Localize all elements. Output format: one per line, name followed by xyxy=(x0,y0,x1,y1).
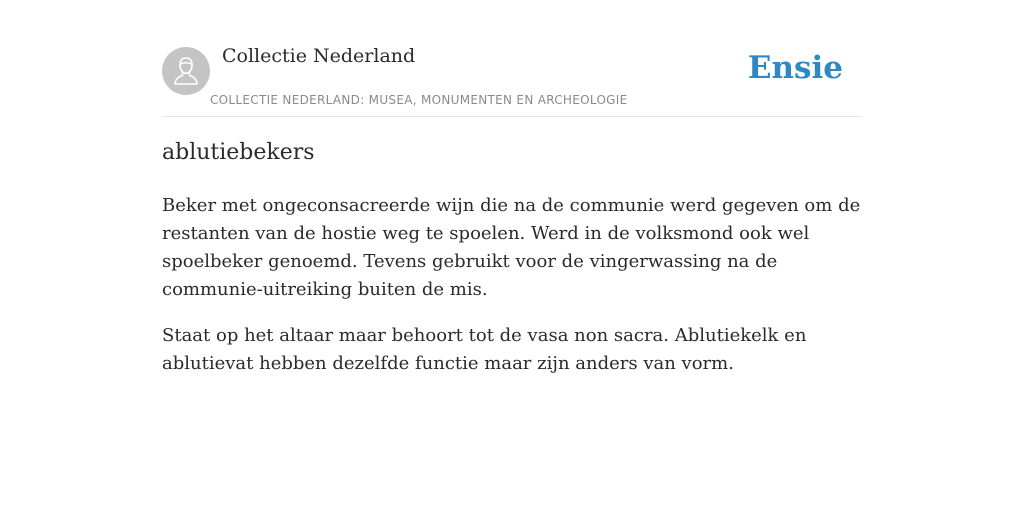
definition-paragraph: Beker met ongeconsacreerde wijn die na de communie werd gegeven om de restanten van de hostie weg te spoelen. Werd in de volksmond ook wel spoelbeker genoemd. Tevens gebruikt voor de vingerwassing na de communie-uitreiking buiten de mis. xyxy=(162,195,861,300)
ensie-logo[interactable]: Ensie xyxy=(747,50,843,86)
entry-definition xyxy=(162,192,862,396)
author-name[interactable]: Collectie Nederland xyxy=(222,45,416,67)
definition-paragraph: Staat op het altaar maar behoort tot de vasa non sacra. Ablutiekelk en ablutievat hebben dezelfde functie maar zijn anders van vorm. xyxy=(162,325,807,374)
entry-term: ablutiebekers xyxy=(162,140,315,165)
user-avatar-icon[interactable] xyxy=(162,47,210,95)
entry-header xyxy=(162,40,862,117)
source-label[interactable]: COLLECTIE NEDERLAND: MUSEA, MONUMENTEN EN ARCHEOLOGIE xyxy=(210,93,628,107)
